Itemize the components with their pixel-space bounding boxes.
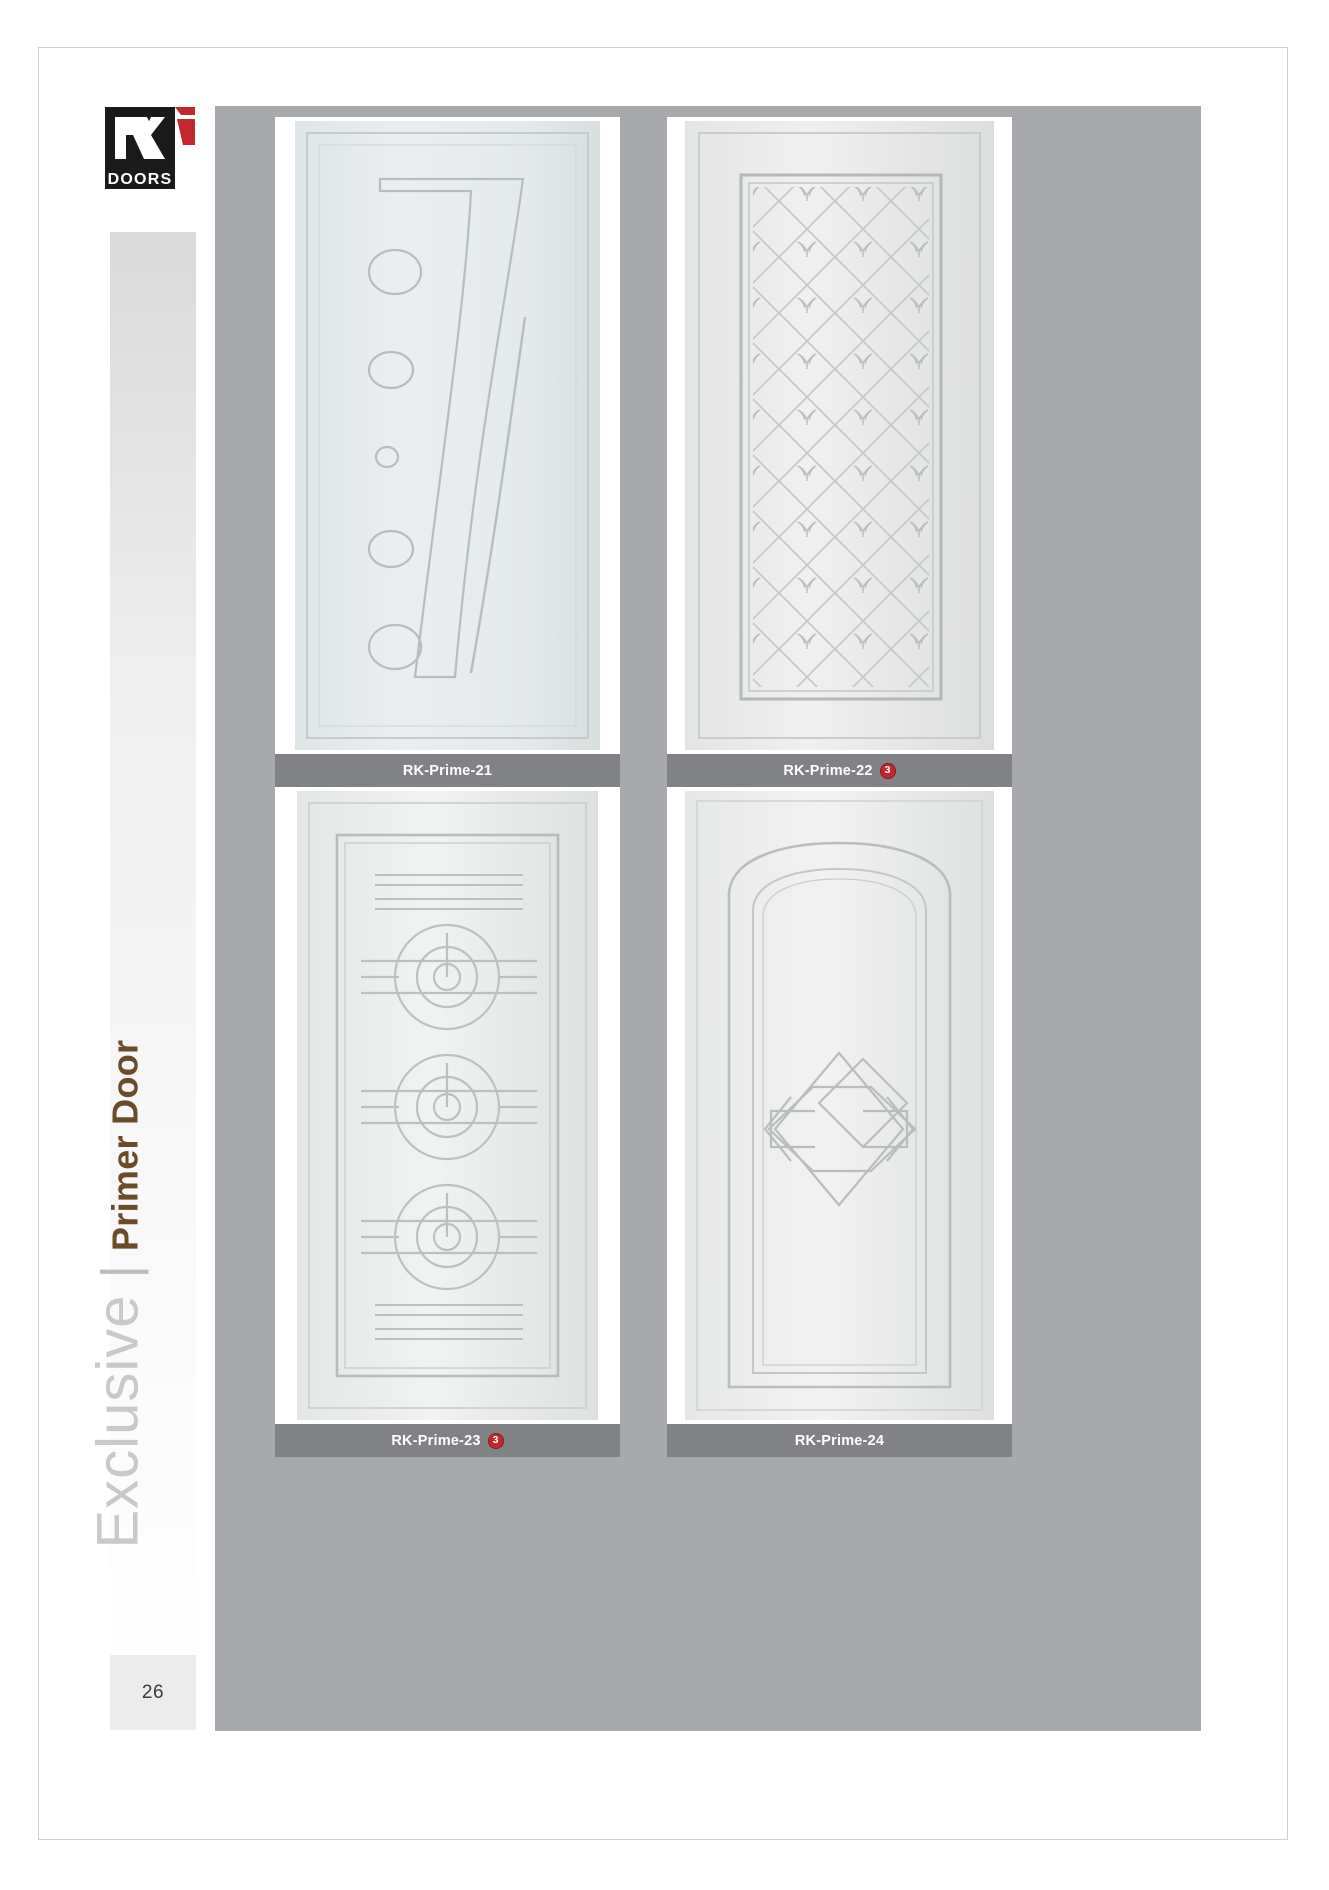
door-image [275,787,620,1424]
product-code: RK-Prime-21 [402,762,493,779]
section-title [85,849,152,1549]
product-card[interactable] [667,787,1012,1457]
door-illustration-rk-prime-22 [667,117,1012,754]
product-code: RK-Prime-23 [391,1432,481,1449]
product-card[interactable] [275,117,620,787]
door-illustration-rk-prime-23 [275,787,620,1424]
status-badge: 3 [488,1433,504,1449]
page-number-value: 26 [141,1681,165,1703]
product-label [667,1424,1012,1457]
product-code: RK-Prime-24 [794,1432,885,1449]
door-image [667,117,1012,754]
rk-doors-logo [103,105,199,195]
svg-text:DOORS: DOORS [107,171,173,188]
product-label [275,1424,620,1457]
status-badge: 3 [880,763,896,779]
product-card[interactable] [275,787,620,1457]
logo-icon [103,105,199,195]
door-illustration-rk-prime-24 [667,787,1012,1424]
product-code: RK-Prime-22 [783,762,873,779]
door-image [667,787,1012,1424]
product-label [275,754,620,787]
product-label [667,754,1012,787]
product-grid [215,106,1201,1731]
product-card[interactable] [667,117,1012,787]
door-illustration-rk-prime-21 [275,117,620,754]
section-title-separator: | [91,1265,150,1279]
section-title-primer-door: Primer Door [104,1039,146,1251]
page-number [110,1655,196,1730]
door-image [275,117,620,754]
section-title-exclusive: Exclusive [85,1294,151,1549]
